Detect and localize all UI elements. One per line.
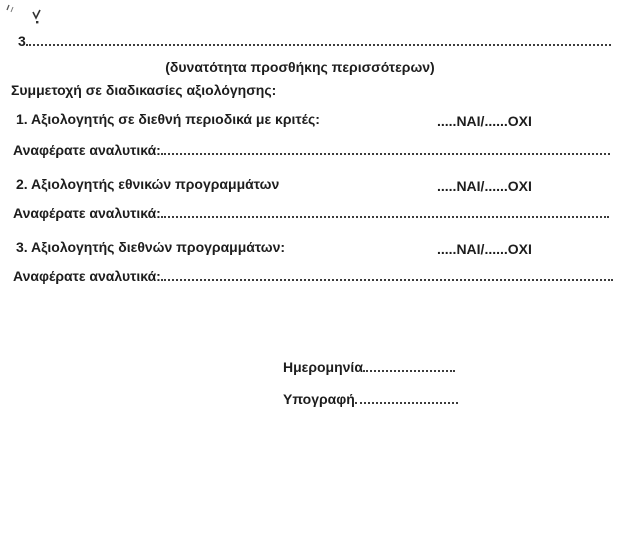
open-answer-number: 3	[18, 33, 26, 49]
question-2-label: 2. Αξιολογητής εθνικών προγραμμάτων	[16, 176, 280, 192]
signature-label: Υπογραφή	[283, 391, 355, 407]
question-1-label: 1. Αξιολογητής σε διεθνή περιοδικά με κριτές:	[16, 111, 320, 127]
question-2-detail-row	[13, 205, 609, 221]
question-3-detail-row	[13, 268, 613, 284]
question-3-yes-no-answer[interactable]: .....ΝΑΙ/......ΟΧΙ	[437, 241, 532, 257]
date-row	[283, 359, 455, 375]
question-1-detail-label: Αναφέρατε αναλυτικά:	[13, 142, 161, 158]
parenthetical-note: (δυνατότητα προσθήκης περισσότερων)	[165, 59, 435, 75]
signature-fill-in-line[interactable]	[355, 402, 458, 404]
date-fill-in-line[interactable]	[363, 370, 455, 372]
open-answer-line-3	[18, 33, 611, 49]
scan-mark-icon	[4, 3, 16, 13]
scan-mark-icon	[31, 9, 45, 25]
question-2-yes-no-answer[interactable]: .....ΝΑΙ/......ΟΧΙ	[437, 178, 532, 194]
question-2-detail-label: Αναφέρατε αναλυτικά:	[13, 205, 161, 221]
signature-row	[283, 391, 458, 407]
fill-in-line[interactable]	[26, 44, 611, 46]
question-1-yes-no-answer[interactable]: .....ΝΑΙ/......ΟΧΙ	[437, 113, 532, 129]
question-1-detail-row	[13, 142, 610, 158]
question-3-label: 3. Αξιολογητής διεθνών προγραμμάτων:	[16, 239, 286, 255]
question-3-detail-label: Αναφέρατε αναλυτικά:	[13, 268, 161, 284]
fill-in-line[interactable]	[161, 216, 609, 218]
fill-in-line[interactable]	[161, 279, 613, 281]
fill-in-line[interactable]	[161, 153, 610, 155]
date-label: Ημερομηνία	[283, 359, 363, 375]
section-title: Συμμετοχή σε διαδικασίες αξιολόγησης:	[11, 82, 277, 98]
